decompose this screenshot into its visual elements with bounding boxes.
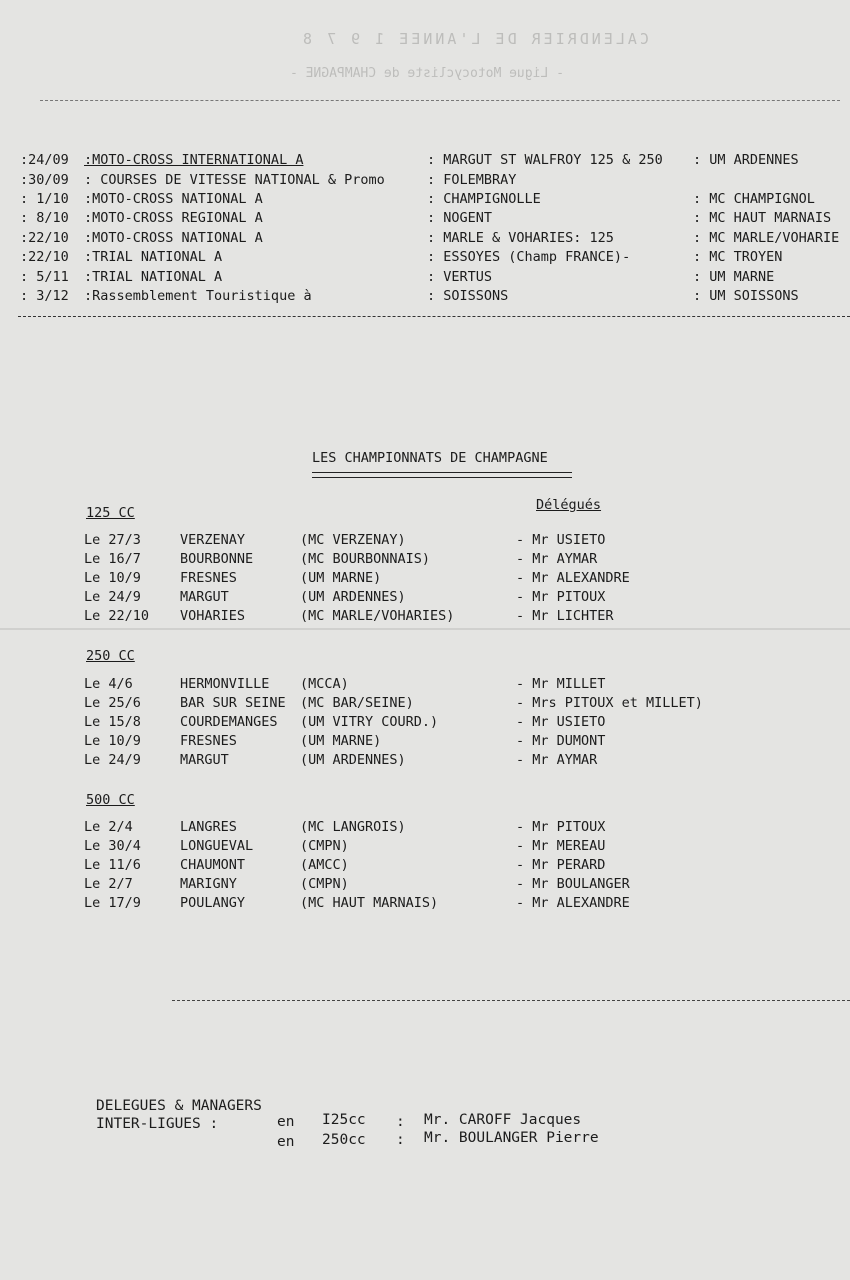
schedule-place: : CHAMPIGNOLLE bbox=[427, 191, 541, 207]
race-delegate: - Mr PERARD bbox=[516, 857, 606, 873]
race-date: Le 11/6 bbox=[84, 857, 141, 873]
schedule-club: : UM MARNE bbox=[693, 269, 775, 285]
race-delegate: - Mr PITOUX bbox=[516, 589, 606, 605]
race-date: Le 22/10 bbox=[84, 608, 150, 624]
schedule-club: : UM SOISSONS bbox=[693, 288, 799, 304]
race-club: (AMCC) bbox=[300, 857, 349, 873]
schedule-event: : COURSES DE VITESSE NATIONAL & Promo bbox=[84, 172, 385, 188]
race-place: MARGUT bbox=[180, 752, 229, 768]
race-date: Le 2/7 bbox=[84, 876, 133, 892]
race-delegate: - Mr AYMAR bbox=[516, 752, 598, 768]
race-club: (MCCA) bbox=[300, 676, 349, 692]
schedule-club: : UM ARDENNES bbox=[693, 152, 799, 168]
schedule-place: : SOISSONS bbox=[427, 288, 509, 304]
section-500cc-label: 500 CC bbox=[86, 792, 135, 808]
schedule-date: :22/10 bbox=[20, 249, 69, 265]
race-place: CHAUMONT bbox=[180, 857, 246, 873]
bottom-separator bbox=[172, 1000, 850, 1001]
race-delegate: - Mr MEREAU bbox=[516, 838, 606, 854]
race-club: (MC HAUT MARNAIS) bbox=[300, 895, 439, 911]
schedule-place: : VERTUS bbox=[427, 269, 493, 285]
race-delegate: - Mrs PITOUX et MILLET) bbox=[516, 695, 703, 711]
paper-fold bbox=[0, 628, 850, 630]
race-club: (MC LANGROIS) bbox=[300, 819, 406, 835]
ghost-title-text: CALENDRIER DE L'ANNEE 1 9 7 8 bbox=[300, 30, 649, 48]
manager-name: Mr. CAROFF Jacques bbox=[424, 1112, 582, 1128]
schedule-club: : MC HAUT MARNAIS bbox=[693, 210, 832, 226]
race-date: Le 10/9 bbox=[84, 733, 141, 749]
race-club: (MC MARLE/VOHARIES) bbox=[300, 608, 455, 624]
schedule-event: :MOTO-CROSS INTERNATIONAL A bbox=[84, 152, 304, 168]
schedule-place: : MARGUT ST WALFROY 125 & 250 bbox=[427, 152, 663, 168]
championships-title: LES CHAMPIONNATS DE CHAMPAGNE bbox=[312, 450, 548, 466]
schedule-separator bbox=[18, 316, 850, 317]
race-place: MARIGNY bbox=[180, 876, 237, 892]
manager-name: Mr. BOULANGER Pierre bbox=[424, 1130, 599, 1146]
race-date: Le 24/9 bbox=[84, 752, 141, 768]
race-delegate: - Mr USIETO bbox=[516, 714, 606, 730]
race-club: (UM MARNE) bbox=[300, 570, 382, 586]
race-club: (MC BAR/SEINE) bbox=[300, 695, 414, 711]
race-place: FRESNES bbox=[180, 570, 237, 586]
race-club: (UM VITRY COURD.) bbox=[300, 714, 439, 730]
schedule-club: : MC CHAMPIGNOL bbox=[693, 191, 815, 207]
race-delegate: - Mr LICHTER bbox=[516, 608, 614, 624]
schedule-club: : MC TROYEN bbox=[693, 249, 783, 265]
race-date: Le 10/9 bbox=[84, 570, 141, 586]
race-club: (UM ARDENNES) bbox=[300, 589, 406, 605]
schedule-event: :Rassemblement Touristique à bbox=[84, 288, 312, 304]
schedule-event: :TRIAL NATIONAL A bbox=[84, 269, 223, 285]
schedule-date: : 3/12 bbox=[20, 288, 69, 304]
schedule-place: : MARLE & VOHARIES: 125 bbox=[427, 230, 614, 246]
schedule-date: :24/09 bbox=[20, 152, 69, 168]
manager-en: en bbox=[277, 1134, 295, 1150]
race-place: VERZENAY bbox=[180, 532, 246, 548]
race-date: Le 27/3 bbox=[84, 532, 141, 548]
schedule-event: :MOTO-CROSS NATIONAL A bbox=[84, 191, 263, 207]
race-delegate: - Mr ALEXANDRE bbox=[516, 570, 630, 586]
race-date: Le 30/4 bbox=[84, 838, 141, 854]
race-club: (CMPN) bbox=[300, 876, 349, 892]
race-club: (UM MARNE) bbox=[300, 733, 382, 749]
race-place: HERMONVILLE bbox=[180, 676, 270, 692]
race-date: Le 16/7 bbox=[84, 551, 141, 567]
race-place: COURDEMANGES bbox=[180, 714, 278, 730]
race-place: MARGUT bbox=[180, 589, 229, 605]
schedule-date: : 5/11 bbox=[20, 269, 69, 285]
race-delegate: - Mr ALEXANDRE bbox=[516, 895, 630, 911]
race-date: Le 4/6 bbox=[84, 676, 133, 692]
race-place: BOURBONNE bbox=[180, 551, 254, 567]
race-date: Le 17/9 bbox=[84, 895, 141, 911]
race-place: POULANGY bbox=[180, 895, 246, 911]
schedule-place: : NOGENT bbox=[427, 210, 493, 226]
race-club: (UM ARDENNES) bbox=[300, 752, 406, 768]
race-date: Le 2/4 bbox=[84, 819, 133, 835]
managers-label-line2: INTER-LIGUES : bbox=[96, 1116, 219, 1132]
ghost-subtitle-text: - Ligue Motocycliste de CHAMPAGNE - bbox=[290, 66, 564, 81]
schedule-date: :30/09 bbox=[20, 172, 69, 188]
schedule-date: : 8/10 bbox=[20, 210, 69, 226]
race-delegate: - Mr USIETO bbox=[516, 532, 606, 548]
schedule-place: : FOLEMBRAY bbox=[427, 172, 517, 188]
managers-label-line1: DELEGUES & MANAGERS bbox=[96, 1098, 262, 1114]
race-date: Le 25/6 bbox=[84, 695, 141, 711]
top-separator bbox=[40, 100, 840, 101]
race-delegate: - Mr MILLET bbox=[516, 676, 606, 692]
race-place: VOHARIES bbox=[180, 608, 246, 624]
manager-cc: I25cc bbox=[322, 1112, 366, 1128]
race-date: Le 15/8 bbox=[84, 714, 141, 730]
manager-separator: : bbox=[396, 1132, 405, 1148]
section-125cc-label: 125 CC bbox=[86, 505, 135, 521]
title-underline-double bbox=[312, 477, 572, 478]
race-club: (MC BOURBONNAIS) bbox=[300, 551, 431, 567]
schedule-date: : 1/10 bbox=[20, 191, 69, 207]
delegates-header: Délégués bbox=[536, 497, 602, 513]
schedule-place: : ESSOYES (Champ FRANCE)- bbox=[427, 249, 631, 265]
schedule-club: : MC MARLE/VOHARIE bbox=[693, 230, 840, 246]
race-delegate: - Mr DUMONT bbox=[516, 733, 606, 749]
schedule-date: :22/10 bbox=[20, 230, 69, 246]
manager-en: en bbox=[277, 1114, 295, 1130]
race-place: BAR SUR SEINE bbox=[180, 695, 286, 711]
schedule-event: :TRIAL NATIONAL A bbox=[84, 249, 223, 265]
manager-separator: : bbox=[396, 1114, 405, 1130]
race-delegate: - Mr AYMAR bbox=[516, 551, 598, 567]
race-place: LONGUEVAL bbox=[180, 838, 254, 854]
race-place: FRESNES bbox=[180, 733, 237, 749]
schedule-event: :MOTO-CROSS REGIONAL A bbox=[84, 210, 263, 226]
schedule-event: :MOTO-CROSS NATIONAL A bbox=[84, 230, 263, 246]
race-place: LANGRES bbox=[180, 819, 237, 835]
race-club: (CMPN) bbox=[300, 838, 349, 854]
section-250cc-label: 250 CC bbox=[86, 648, 135, 664]
race-club: (MC VERZENAY) bbox=[300, 532, 406, 548]
title-underline bbox=[312, 472, 572, 473]
race-date: Le 24/9 bbox=[84, 589, 141, 605]
manager-cc: 250cc bbox=[322, 1132, 366, 1148]
race-delegate: - Mr PITOUX bbox=[516, 819, 606, 835]
race-delegate: - Mr BOULANGER bbox=[516, 876, 630, 892]
